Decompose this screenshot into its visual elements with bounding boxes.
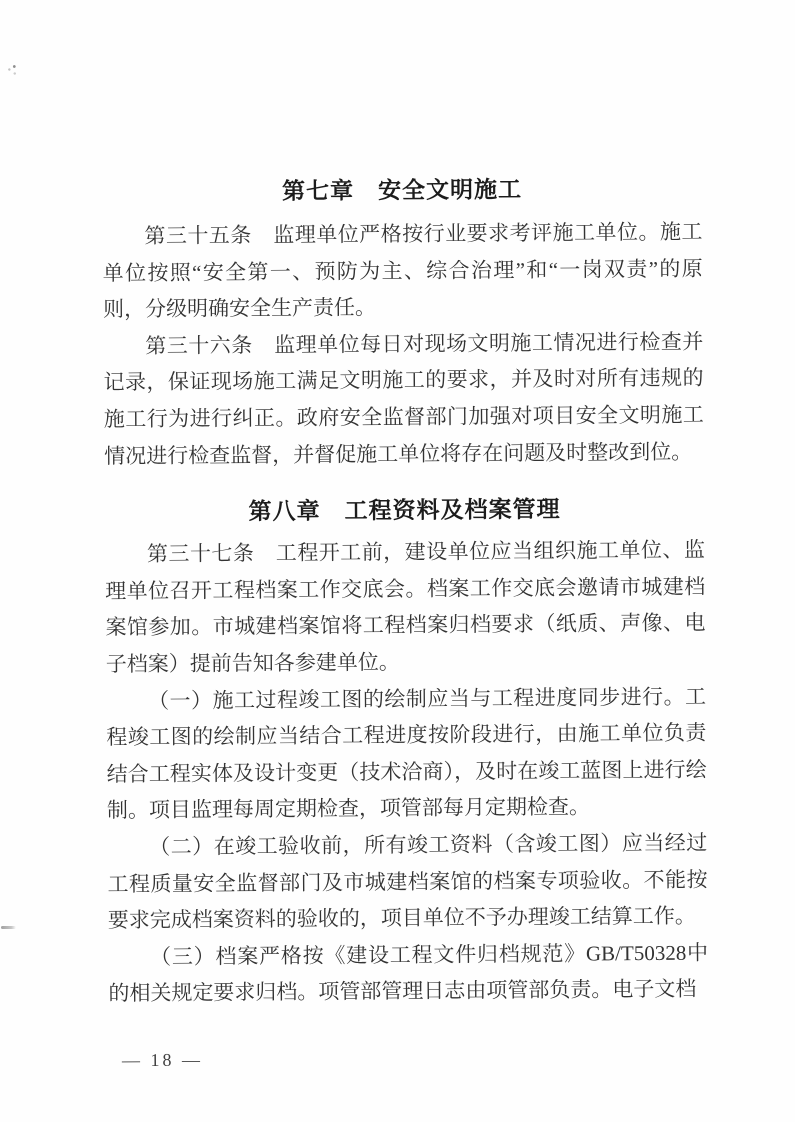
article-35-paragraph: 第三十五条 监理单位严格按行业要求考评施工单位。施工单位按照“安全第一、预防为主、综合治理”和“一岗双责”的原则，分级明确安全生产责任。 [102, 219, 703, 322]
scan-artifact-dash [1, 926, 16, 929]
scan-artifact-speck [8, 65, 17, 75]
chapter-7-heading: 第七章 安全文明施工 [281, 176, 523, 204]
article-36-paragraph: 第三十六条 监理单位每日对现场文明施工情况进行检查并记录，保证现场施工满足文明施工的要求，并及时对所有违规的施工行为进行纠正。政府安全监督部门加强对项目安全文明施工情况进行检查监督，并督促施工单位将存在问题及时整改到位。 [103, 329, 704, 468]
chapter-8-heading: 第八章 工程资料及档案管理 [248, 495, 561, 525]
article-37-item-3-paragraph: （三）档案严格按《建设工程文件归档规范》GB/T50328中的相关规定要求归档。项管部管理日志由项管部负责。电子文档 [108, 940, 709, 1006]
article-37-item-2-paragraph: （二）在竣工验收前，所有竣工资料（含竣工图）应当经过工程质量安全监督部门及市城建档案馆的档案专项验收。不能按要求完成档案资料的验收的，项目单位不予办理竣工结算工作。 [107, 830, 708, 933]
page-number: — 18 — [121, 1049, 203, 1071]
article-37-item-1-paragraph: （一）施工过程竣工图的绘制应当与工程进度同步进行。工程竣工图的绘制应当结合工程进度按阶段进行，由施工单位负责结合工程实体及设计变更（技术洽商），及时在竣工蓝图上进行绘制。项目监理每周定期检查，项管部每月定期检查。 [106, 684, 707, 823]
article-37-paragraph: 第三十七条 工程开工前，建设单位应当组织施工单位、监理单位召开工程档案工作交底会。档案工作交底会邀请市城建档案馆参加。市城建档案馆将工程档案归档要求（纸质、声像、电子档案）提前告知各参建单位。 [105, 537, 706, 677]
